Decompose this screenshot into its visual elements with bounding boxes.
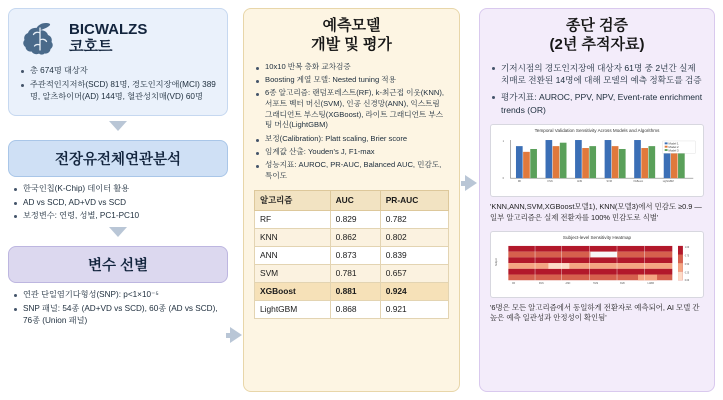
list-item: 한국인칩(K-Chip) 데이터 활용: [12, 183, 224, 195]
gwas-bullet-list: [12, 183, 224, 223]
cell-auc: 0.862: [330, 228, 380, 246]
list-item: 기저시점의 경도인지장애 대상자 61명 중 2년간 실제 치매로 전환된 14명에 대해 모델의 예측 정확도를 검증: [490, 62, 704, 88]
validation-title-line1: 종단 검증: [565, 17, 629, 34]
figure-title-bar: Temporal Validation Sensitivity Across Models and Algorithms: [534, 128, 660, 134]
bar-chart-svg: [495, 135, 699, 187]
variable-bullet-list: [12, 289, 224, 327]
list-item: 총 674명 대상자: [19, 65, 217, 77]
sensitivity-bar-chart-figure: [490, 124, 704, 197]
svg-text:SVM: SVM: [593, 282, 599, 285]
flow-arrow-right-icon-1: [230, 327, 242, 343]
list-item: 임계값 산출: Youden's J, F1-max: [254, 147, 449, 158]
flow-arrow-down-icon: [109, 121, 127, 131]
svg-text:LGBM: LGBM: [647, 282, 654, 285]
flow-arrow-down-icon-2: [109, 227, 127, 237]
brand-title-line2: 코호트: [69, 38, 113, 55]
svg-text:ANN: ANN: [576, 180, 583, 184]
cell-algorithm: ANN: [255, 246, 331, 264]
list-item: 연관 단일염기다형성(SNP): p<1×10⁻⁵: [12, 289, 224, 301]
variable-band-title: 변수 선별: [8, 246, 228, 283]
svg-text:0.00: 0.00: [684, 279, 690, 282]
svg-text:1: 1: [502, 139, 505, 143]
list-item: 보정변수: 연령, 성별, PC1-PC10: [12, 210, 224, 222]
table-header-row: [255, 190, 449, 210]
cell-algorithm: SVM: [255, 264, 331, 282]
cell-prauc: 0.839: [380, 246, 448, 264]
svg-text:Model 2: Model 2: [668, 145, 679, 150]
brand-title-line1: BICWALZS: [69, 20, 148, 38]
column-longitudinal-validation: [479, 8, 715, 392]
sensitivity-heatmap-figure: [490, 231, 704, 298]
brain-icon: [19, 17, 61, 59]
cell-prauc: 0.921: [380, 300, 448, 318]
svg-text:KNN: KNN: [538, 282, 544, 285]
cell-algorithm: RF: [255, 210, 331, 228]
cohort-card: [8, 8, 228, 116]
figure-caption-heatmap: '6명은 모든 알고리즘에서 동일하게 전환자로 예측되어, AI 모델 간 높은 예측 일관성과 안정성이 확인됨': [490, 302, 700, 323]
list-item: SNP 패널: 54종 (AD+VD vs SCD), 60종 (AD vs SCD), 76종 (Union 패널): [12, 303, 224, 327]
flow-arrow-right-icon-2: [465, 175, 477, 191]
column-model-development: [243, 8, 460, 392]
list-item: 10x10 반복 층화 교차검증: [254, 62, 449, 73]
col-header-prauc: PR-AUC: [380, 190, 448, 210]
cell-auc: 0.781: [330, 264, 380, 282]
table-row-best: [255, 282, 449, 300]
cell-auc: 0.873: [330, 246, 380, 264]
gwas-band-title: 전장유전체연관분석: [8, 140, 228, 177]
cell-auc: 0.829: [330, 210, 380, 228]
model-bullet-list: [254, 62, 449, 182]
list-item: 주관적인지저하(SCD) 81명, 경도인지장애(MCI) 389명, 알츠하이머(AD) 144명, 혈관성치매(VD) 60명: [19, 79, 217, 103]
brand-title: [69, 21, 147, 56]
svg-text:0.25: 0.25: [684, 272, 690, 275]
variable-block: [8, 289, 228, 327]
column-cohort: [8, 8, 228, 329]
cell-prauc: 0.657: [380, 264, 448, 282]
list-item: AD vs SCD, AD+VD vs SCD: [12, 197, 224, 209]
model-title-line1: 예측모델: [322, 17, 381, 34]
svg-text:ANN: ANN: [565, 282, 571, 285]
svg-text:SVM: SVM: [606, 180, 612, 184]
model-column-title: [254, 17, 449, 55]
svg-text:LightGBM: LightGBM: [662, 180, 674, 184]
svg-text:RF: RF: [512, 282, 516, 285]
figure-caption-bar: 'KNN,ANN,SVM,XGBoost모델1), KNN(모델3)에서 민감도 ≥0.9 — 일부 알고리즘은 실제 전환자를 100% 민감도로 식별': [490, 202, 702, 222]
cell-prauc: 0.924: [380, 282, 448, 300]
svg-text:RF: RF: [517, 180, 522, 184]
svg-text:Model 3: Model 3: [668, 148, 679, 153]
list-item: 6종 알고리즘: 랜덤포레스트(RF), k-최근접 이웃(KNN), 서포트 벡터 머신(SVM), 인공 신경망(ANN), 익스트림 그래디언트 부스팅(XGBoost), 라이트 그래디언트 부스팅 머신(LightGBM): [254, 88, 449, 131]
table-row: [255, 210, 449, 228]
brand-row: [19, 17, 217, 59]
table-row: [255, 228, 449, 246]
heatmap-svg: [495, 242, 699, 288]
validation-title-line2: (2년 추적자료): [549, 35, 645, 53]
results-table: [254, 190, 449, 319]
svg-text:Model 1: Model 1: [668, 141, 679, 146]
svg-text:XGBoost: XGBoost: [633, 180, 644, 184]
cohort-bullet-list: [19, 65, 217, 103]
svg-text:XGB: XGB: [619, 282, 625, 285]
cell-prauc: 0.802: [380, 228, 448, 246]
validation-column-title: [490, 17, 704, 55]
cell-auc: 0.868: [330, 300, 380, 318]
gwas-block: [8, 183, 228, 223]
list-item: Boosting 계열 모델: Nested tuning 적용: [254, 75, 449, 86]
table-row: [255, 246, 449, 264]
validation-bullet-list: [490, 62, 704, 118]
figure-title-heatmap: Subject-level Sensitivity Heatmap: [562, 234, 632, 240]
svg-text:Subject: Subject: [495, 257, 498, 266]
table-row: [255, 264, 449, 282]
col-header-algorithm: 알고리즘: [255, 190, 331, 210]
svg-text:1.00: 1.00: [684, 246, 690, 249]
cell-prauc: 0.782: [380, 210, 448, 228]
list-item: 평가지표: AUROC, PPV, NPV, Event-rate enrichment trends (OR): [490, 91, 704, 117]
table-row: [255, 300, 449, 318]
svg-text:0: 0: [502, 177, 505, 181]
svg-text:0.75: 0.75: [684, 254, 690, 257]
cell-auc: 0.881: [330, 282, 380, 300]
svg-text:KNN: KNN: [547, 180, 553, 184]
cell-algorithm: LightGBM: [255, 300, 331, 318]
cell-algorithm: KNN: [255, 228, 331, 246]
col-header-auc: AUC: [330, 190, 380, 210]
list-item: 보정(Calibration): Platt scaling, Brier score: [254, 134, 449, 145]
svg-text:0.50: 0.50: [684, 263, 690, 266]
model-title-line2: 개발 및 평가: [311, 35, 392, 53]
cell-algorithm: XGBoost: [255, 282, 331, 300]
list-item: 성능지표: AUROC, PR-AUC, Balanced AUC, 민감도, 특이도: [254, 160, 449, 182]
